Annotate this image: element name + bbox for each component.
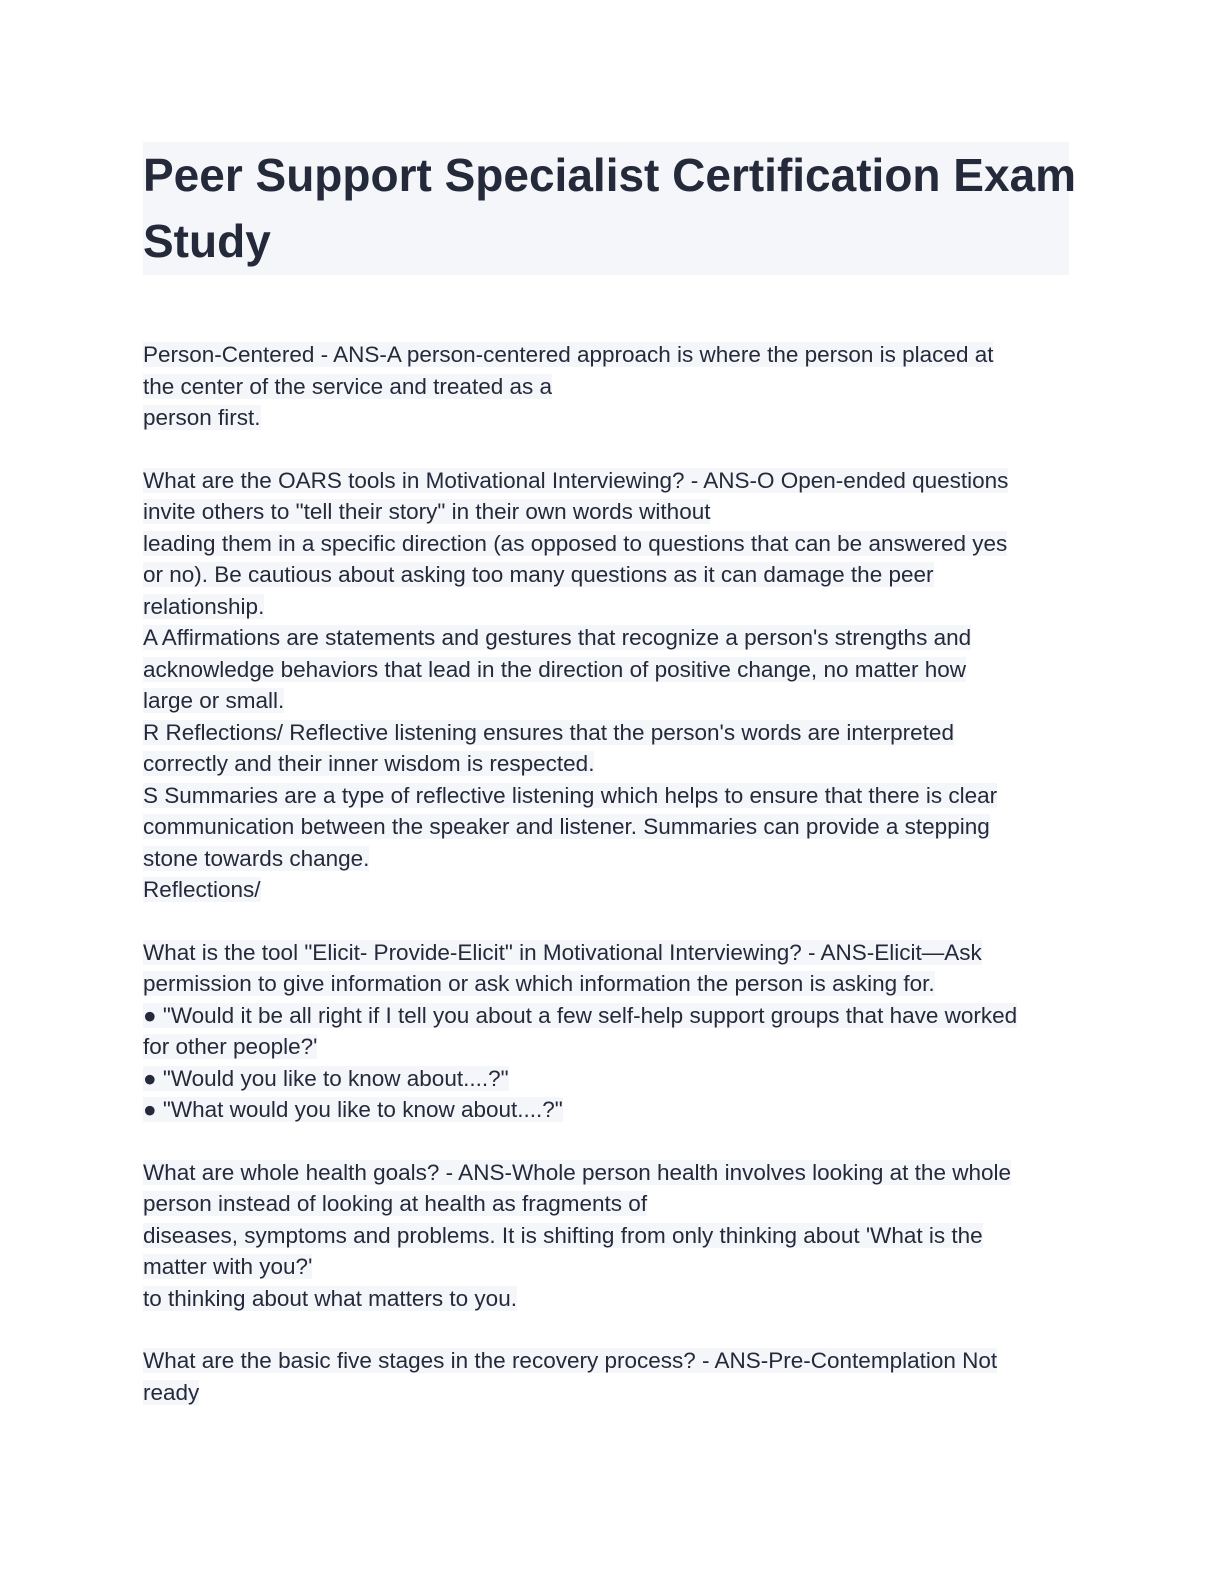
text-line-content: or no). Be cautious about asking too many questions as it can damage the peer [143,562,934,587]
page-title [143,142,1077,275]
text-line [143,748,1073,780]
text-line [143,1188,1073,1220]
text-line [143,1220,1073,1252]
text-line [143,1000,1073,1032]
text-line-content: leading them in a specific direction (as opposed to questions that can be answered yes [143,530,1008,556]
text-line-content: for other people?' [143,1034,318,1059]
document-body [143,339,1073,1408]
text-line [143,1345,1073,1377]
text-line [143,528,1073,560]
text-line [143,622,1073,654]
qa-paragraph [143,465,1073,906]
title-line: Study [143,215,271,267]
text-line [143,874,1073,906]
text-line-content: to thinking about what matters to you. [143,1285,517,1311]
text-line-content: ● "Would you like to know about....?" [143,1065,509,1091]
title-block [143,142,1077,275]
qa-paragraph [143,1345,1073,1408]
paragraph-gap [143,434,1073,465]
text-line-content: What is the tool "Elicit- Provide-Elicit" in Motivational Interviewing? - ANS-Elicit—Ask [143,939,982,965]
text-line-content: communication between the speaker and listener. Summaries can provide a stepping [143,814,990,839]
text-line-content: R Reflections/ Reflective listening ensures that the person's words are interpreted [143,719,954,745]
qa-paragraph [143,937,1073,1126]
document-page [143,142,1077,1408]
text-line [143,1377,1073,1409]
text-line-content: diseases, symptoms and problems. It is shifting from only thinking about 'What is the [143,1222,983,1248]
text-line-content: ● "What would you like to know about....?" [143,1097,563,1122]
text-line [143,1251,1073,1283]
text-line-content: A Affirmations are statements and gestures that recognize a person's strengths and [143,625,972,650]
text-line-content: What are the basic five stages in the recovery process? - ANS-Pre-Contemplation Not [143,1348,998,1373]
text-line-content: invite others to "tell their story" in their own words without [143,499,711,524]
text-line-content: S Summaries are a type of reflective listening which helps to ensure that there is clear [143,782,998,808]
text-line [143,937,1073,969]
text-line-content: ● "Would it be all right if I tell you about a few self-help support groups that have worked [143,1002,1018,1028]
text-line [143,1157,1073,1189]
paragraph-gap [143,1126,1073,1157]
text-line-content: person instead of looking at health as fragments of [143,1191,648,1216]
text-line-content: large or small. [143,688,285,713]
text-line-content: person first. [143,405,261,430]
text-line-content: permission to give information or ask which information the person is asking for. [143,971,935,996]
text-line [143,339,1073,371]
text-line [143,843,1073,875]
qa-paragraph [143,1157,1073,1315]
paragraph-gap [143,1314,1073,1345]
text-line [143,717,1073,749]
text-line-content: acknowledge behaviors that lead in the direction of positive change, no matter how [143,656,967,682]
text-line [143,591,1073,623]
text-line-content: matter with you?' [143,1254,313,1279]
text-line [143,496,1073,528]
title-line: Peer Support Specialist Certification Exam [143,149,1077,201]
text-line-content: ready [143,1379,200,1405]
text-line [143,371,1073,403]
text-line [143,1063,1073,1095]
text-line [143,559,1073,591]
text-line [143,465,1073,497]
text-line-content: stone towards change. [143,845,370,871]
text-line [143,685,1073,717]
text-line [143,811,1073,843]
text-line [143,780,1073,812]
text-line [143,968,1073,1000]
text-line [143,402,1073,434]
text-line [143,1094,1073,1126]
text-line-content: What are whole health goals? - ANS-Whole person health involves looking at the whole [143,1159,1011,1185]
paragraph-gap [143,906,1073,937]
text-line-content: relationship. [143,593,265,619]
qa-paragraph [143,339,1073,434]
text-line [143,654,1073,686]
text-line-content: correctly and their inner wisdom is respected. [143,751,595,776]
text-line-content: the center of the service and treated as a [143,373,552,399]
text-line [143,1031,1073,1063]
text-line-content: What are the OARS tools in Motivational Interviewing? - ANS-O Open-ended questions [143,467,1009,493]
text-line [143,1283,1073,1315]
text-line-content: Person-Centered - ANS-A person-centered approach is where the person is placed at [143,342,994,367]
text-line-content: Reflections/ [143,877,261,902]
